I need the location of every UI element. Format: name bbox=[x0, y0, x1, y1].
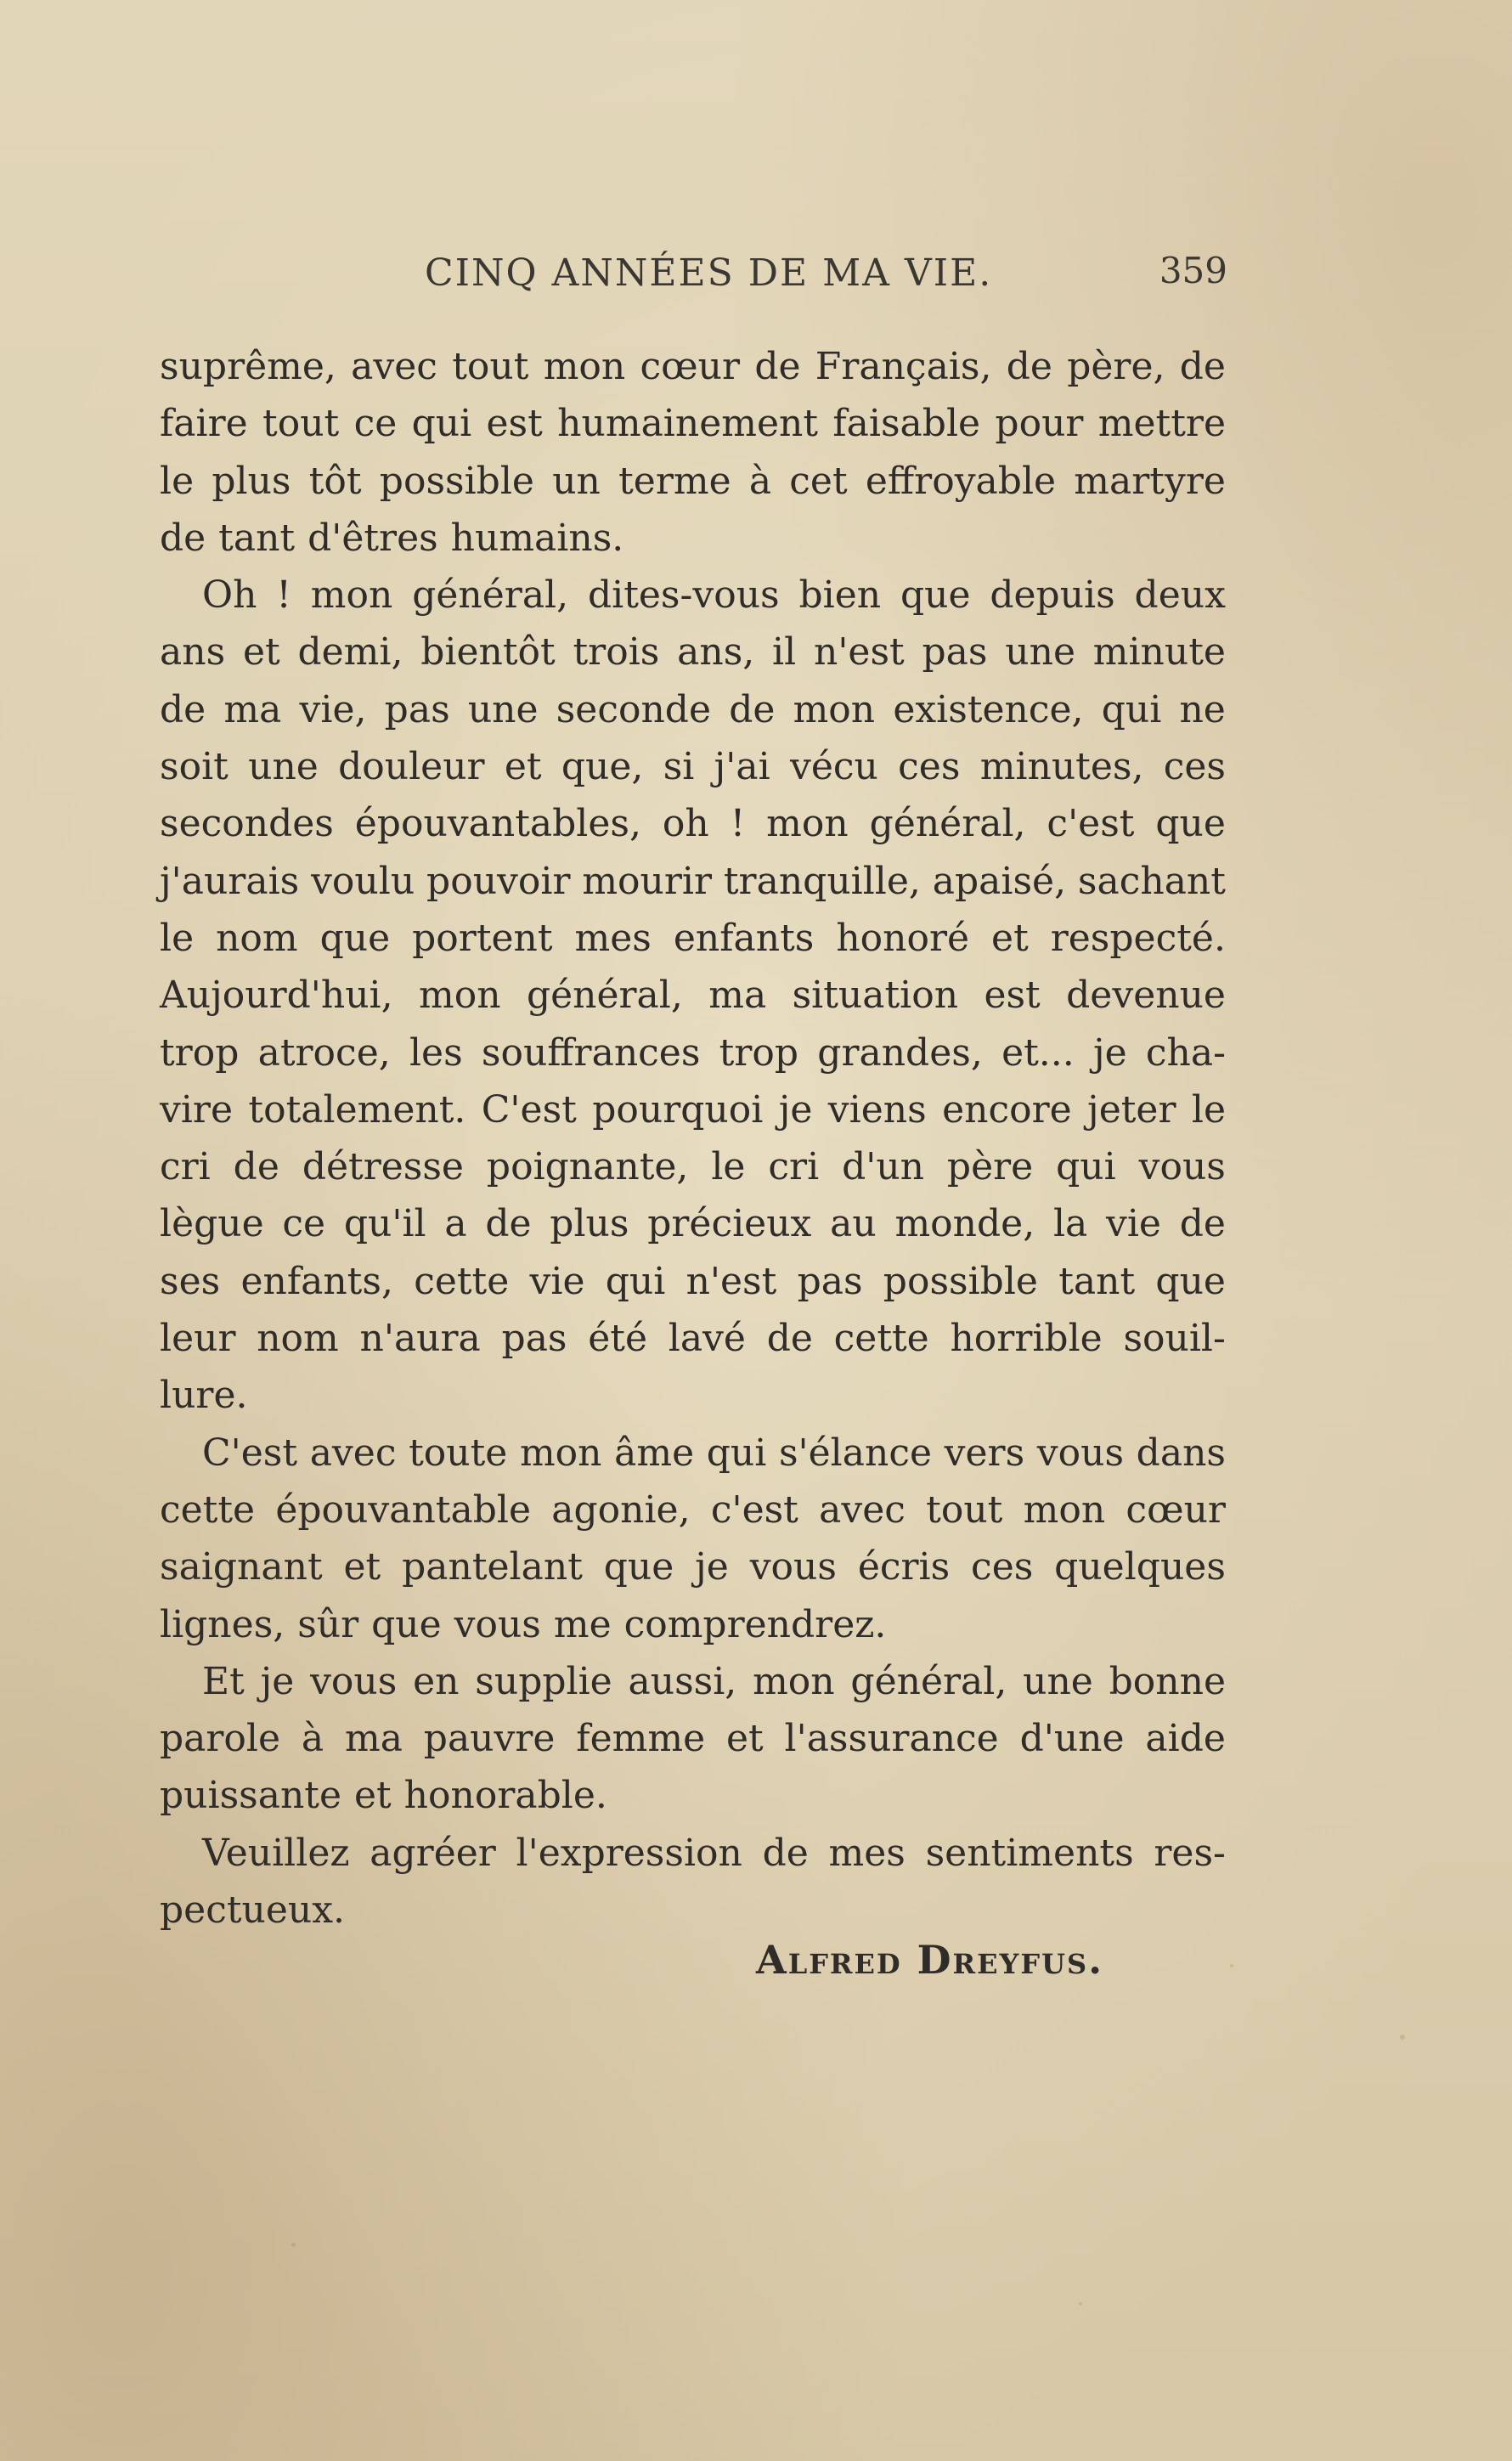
text-line: Veuillez agréer l'expression de mes sentiments res- bbox=[202, 1831, 1226, 1875]
text-line: leur nom n'aura pas été lavé de cette horrible souil- bbox=[160, 1317, 1226, 1361]
body-text bbox=[160, 338, 1226, 1939]
text-line: pectueux. bbox=[160, 1888, 346, 1933]
text-line: vire totalement. C'est pourquoi je viens encore jeter le bbox=[160, 1087, 1226, 1132]
text-line: de ma vie, pas une seconde de mon existence, qui ne bbox=[160, 687, 1226, 731]
text-line: Aujourd'hui, mon général, ma situation est devenue bbox=[160, 974, 1226, 1018]
text-line: lure. bbox=[160, 1374, 248, 1418]
running-header bbox=[161, 246, 1227, 306]
text-line: j'aurais voulu pouvoir mourir tranquille, apaisé, sachant bbox=[160, 859, 1226, 903]
text-line: cri de détresse poignante, le cri d'un père qui vous bbox=[160, 1145, 1226, 1189]
running-title: CINQ ANNÉES DE MA VIE. bbox=[425, 251, 993, 295]
text-line: C'est avec toute mon âme qui s'élance vers vous dans bbox=[202, 1431, 1226, 1475]
text-line: le nom que portent mes enfants honoré et respecté. bbox=[160, 916, 1226, 960]
text-line: soit une douleur et que, si j'ai vécu ces minutes, ces bbox=[160, 745, 1226, 789]
paper-spot bbox=[1079, 2302, 1082, 2306]
text-line: de tant d'êtres humains. bbox=[160, 516, 624, 560]
text-line: lègue ce qu'il a de plus précieux au monde, la vie de bbox=[160, 1202, 1226, 1246]
paper-spot bbox=[1230, 1964, 1233, 1967]
text-line: le plus tôt possible un terme à cet effroyable martyre bbox=[160, 459, 1226, 503]
text-line: Et je vous en supplie aussi, mon général, une bonne bbox=[202, 1659, 1226, 1703]
text-line: lignes, sûr que vous me comprendrez. bbox=[160, 1602, 887, 1646]
text-line: Oh ! mon général, dites-vous bien que depuis deux bbox=[202, 573, 1226, 618]
text-line: cette épouvantable agonie, c'est avec tout mon cœur bbox=[160, 1487, 1226, 1532]
text-line: saignant et pantelant que je vous écris ces quelques bbox=[160, 1545, 1226, 1589]
text-line: suprême, avec tout mon cœur de Français, de père, de bbox=[160, 345, 1226, 388]
text-line: ses enfants, cette vie qui n'est pas possible tant que bbox=[160, 1259, 1226, 1303]
text-line: trop atroce, les souffrances trop grandes, et... je cha- bbox=[160, 1030, 1226, 1075]
text-line: puissante et honorable. bbox=[160, 1774, 607, 1818]
paper-spot bbox=[1400, 2035, 1405, 2040]
paper-spot bbox=[291, 2243, 296, 2247]
text-line: faire tout ce qui est humainement faisable pour mettre bbox=[160, 402, 1226, 446]
text-line: secondes épouvantables, oh ! mon général, c'est que bbox=[160, 802, 1226, 846]
text-line: ans et demi, bientôt trois ans, il n'est pas une minute bbox=[160, 630, 1226, 675]
signature: Alfred Dreyfus. bbox=[756, 1937, 1104, 1983]
page-number: 359 bbox=[1159, 250, 1227, 291]
text-line: parole à ma pauvre femme et l'assurance d'une aide bbox=[160, 1717, 1226, 1761]
